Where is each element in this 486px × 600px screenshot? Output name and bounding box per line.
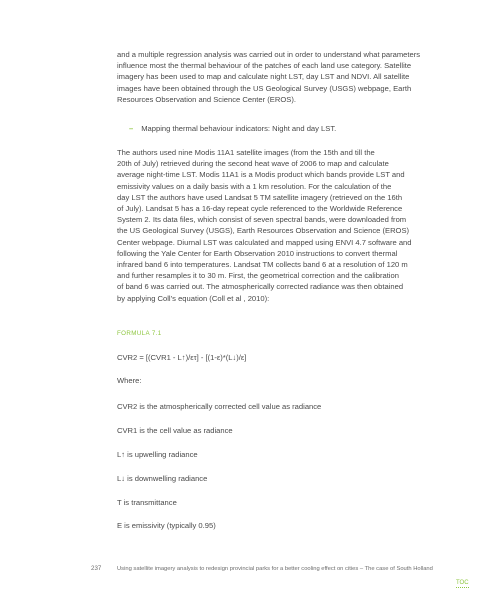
intro-line: and a multiple regression analysis was carried out in order to understand what parameters (117, 50, 421, 59)
intro-line: imagery has been used to map and calculate night LST, day LST and NDVI. All satellite (117, 72, 410, 82)
page-number: 237 (91, 565, 102, 572)
formula-label: FORMULA 7.1 (117, 330, 162, 337)
running-title: Using satellite imagery analysis to redesign provincial parks for a better cooling effect on cities – The case of South Holland (117, 566, 433, 572)
formula-where: Where: (117, 376, 142, 385)
intro-line: images have been obtained through the US Geological Survey (USGS) webpage, Earth (117, 83, 412, 93)
body-line: emissivity values on a daily basis with a 1 km resolution. For the calculation of the (117, 181, 392, 191)
body-line: following the Yale Center for Earth Observation 2010 instructions to convert thermal (117, 248, 398, 258)
bullet-text: Mapping thermal behaviour indicators: Night and day LST. (141, 124, 337, 133)
formula-definition: E is emissivity (typically 0.95) (117, 521, 216, 530)
body-line: of July). Landsat 5 has a 16-day repeat cycle referenced to the Worldwide Reference (117, 204, 403, 214)
body-line: of band 6 was carried out. The atmospherically corrected radiance was then obtained (117, 282, 404, 292)
bullet-dash-icon: – (129, 124, 134, 133)
body-line: System 2. Its data files, which consist of seven spectral bands, were downloaded from (117, 215, 407, 225)
page-footer (91, 565, 433, 572)
body-line: 20th of July) retrieved during the second heat wave of 2006 to map and calculate (117, 159, 389, 169)
formula-definition: L↓ is downwelling radiance (117, 474, 208, 483)
body-line: the US Geological Survey (USGS), Earth Resources Observation and Science (EROS) (117, 226, 410, 236)
body-line: infrared band 6 into temperatures. Landsat TM collects band 6 at a resolution of 120 m (117, 260, 408, 270)
body-line: average night-time LST. Modis 11A1 is a Modis product which bands provide LST and (117, 170, 405, 180)
intro-line: influence most the thermal behaviour of the patches of each land use category. Satellite (117, 61, 412, 71)
formula-definition: CVR1 is the cell value as radiance (117, 426, 233, 435)
body-line: The authors used nine Modis 11A1 satellite images (from the 15th and till the (117, 148, 375, 157)
body-line: day LST the authors have used Landsat 5 TM satellite imagery (retrieved on the 16th (117, 192, 403, 202)
formula-definition: L↑ is upwelling radiance (117, 450, 198, 459)
formula-equation: CVR2 = [(CVR1 - L↑)/ετ] - [(1-ε)*(L↓)/ε] (117, 353, 247, 362)
intro-line: Resources Observation and Science Center (EROS). (117, 94, 296, 104)
body-line: Center webpage. Diurnal LST was calculated and mapped using ENVI 4.7 software and (117, 237, 412, 247)
formula-definition: T is transmittance (117, 498, 177, 507)
body-line: and further resamples it to 30 m. First, the geometrical correction and the calibration (117, 271, 399, 281)
intro-paragraph (117, 49, 469, 105)
formula-definition: CVR2 is the atmospherically corrected cell value as radiance (117, 402, 322, 411)
body-line: by applying Coll’s equation (Coll et al , 2010): (117, 293, 270, 303)
bullet-item (117, 123, 336, 134)
body-paragraph (117, 147, 469, 304)
toc-link[interactable]: TOC (456, 580, 469, 586)
